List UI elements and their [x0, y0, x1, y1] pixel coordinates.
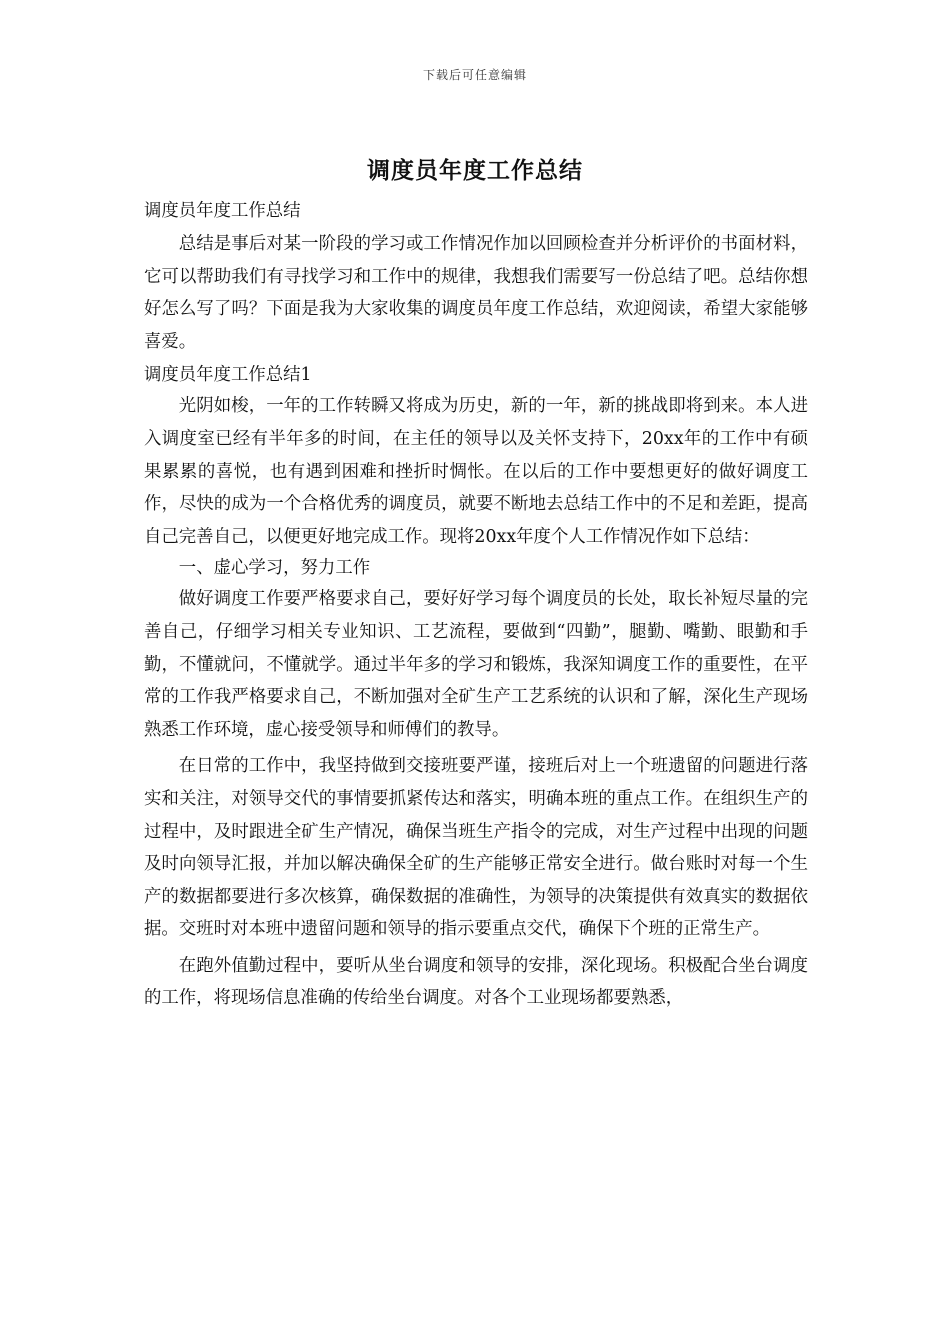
subheading-1: 一、虚心学习，努力工作	[178, 558, 371, 579]
header-note: 下载后可任意编辑	[422, 68, 527, 82]
body-paragraph-4: 在跑外值勤过程中，要听从坐台调度和领导的安排，深化现场。积极配合坐台调度的工作，将现场信息准确的传给坐台调度。对各个工业现场都要熟悉，	[144, 955, 808, 1009]
body-paragraph-1: 光阴如梭，一年的工作转瞬又将成为历史，新的一年，新的挑战即将到来。本人进入调度室已经有半年多的时间，在主任的领导以及关怀支持下，20xx年的工作中有硕果累累的喜悦，也有遇到困难和挫折时惆怅。在以后的工作中要想更好的做好调度工作，尽快的成为一个合格优秀的调度员，就要不断地去总结工作中的不足和差距，提高自己完善自己，以便更好地完成工作。现将20xx年度个人工作情况作如下总结：	[144, 396, 808, 547]
body-paragraph-2: 做好调度工作要严格要求自己，要好好学习每个调度员的长处，取长补短尽量的完善自己，仔细学习相关专业知识、工艺流程，要做到“四勤”，腿勤、嘴勤、眼勤和手勤，不懂就问，不懂就学。通过半年多的学习和锻炼，我深知调度工作的重要性，在平常的工作我严格要求自己，不断加强对全矿生产工艺系统的认识和了解，深化生产现场熟悉工作环境，虚心接受领导和师傅们的教导。	[144, 589, 808, 740]
intro-paragraph: 总结是事后对某一阶段的学习或工作情况作加以回顾检查并分析评价的书面材料，它可以帮助我们有寻找学习和工作中的规律，我想我们需要写一份总结了吧。总结你想好怎么写了吗？下面是我为大家收集的调度员年度工作总结，欢迎阅读，希望大家能够喜爱。	[144, 234, 808, 352]
document-body	[144, 196, 808, 1015]
subtitle-line: 调度员年度工作总结	[144, 201, 301, 221]
body-paragraph-3: 在日常的工作中，我坚持做到交接班要严谨，接班后对上一个班遗留的问题进行落实和关注，对领导交代的事情要抓紧传达和落实，明确本班的重点工作。在组织生产的过程中，及时跟进全矿生产情况，确保当班生产指令的完成，对生产过程中出现的问题及时向领导汇报，并加以解决确保全矿的生产能够正常安全进行。做台账时对每一个生产的数据都要进行多次核算，确保数据的准确性，为领导的决策提供有效真实的数据依据。交班时对本班中遗留问题和领导的指示要重点交代，确保下个班的正常生产。	[144, 756, 808, 940]
section-heading: 调度员年度工作总结1	[144, 365, 312, 386]
document-title: 调度员年度工作总结	[367, 157, 583, 184]
